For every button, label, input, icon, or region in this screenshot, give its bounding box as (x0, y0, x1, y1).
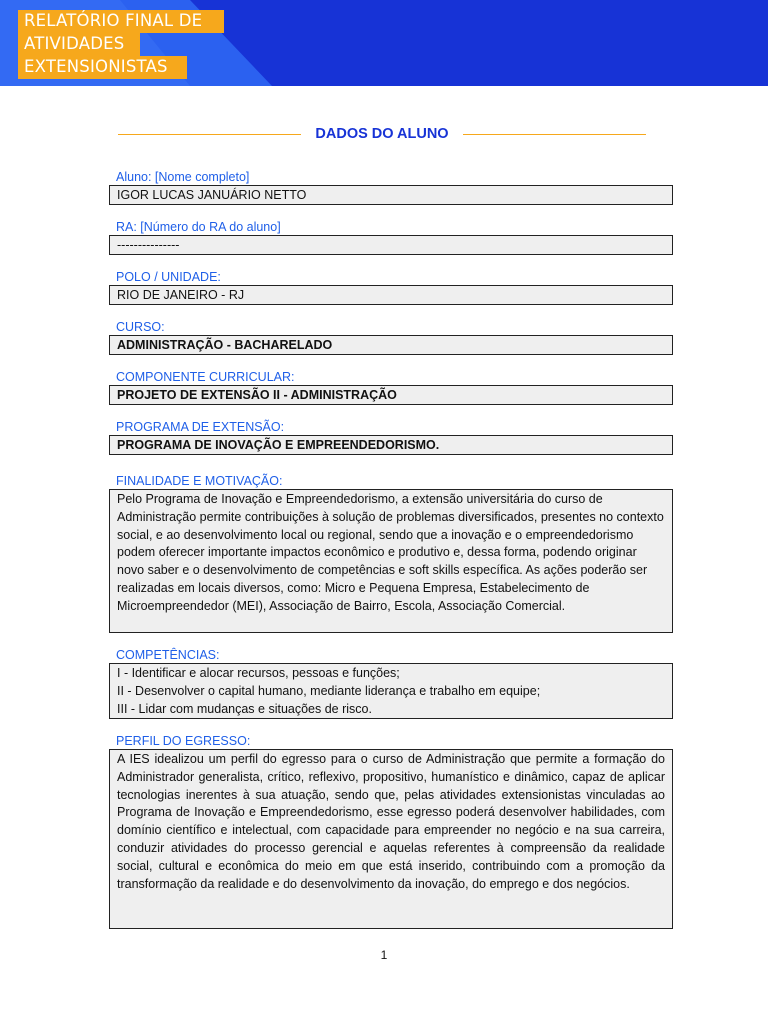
competency-item: III - Lidar com mudanças e situações de risco. (117, 701, 372, 716)
purpose-label: FINALIDADE E MOTIVAÇÃO: (116, 474, 283, 488)
competency-item: II - Desenvolver o capital humano, mediante liderança e trabalho em equipe; (117, 683, 541, 698)
ra-field[interactable]: --------------- (109, 235, 673, 255)
report-title-line-3: EXTENSIONISTAS (18, 56, 187, 79)
student-name-field[interactable]: IGOR LUCAS JANUÁRIO NETTO (109, 185, 673, 205)
report-title-line-1: RELATÓRIO FINAL DE (18, 10, 224, 33)
polo-field[interactable]: RIO DE JANEIRO - RJ (109, 285, 673, 305)
competencies-field[interactable] (109, 663, 673, 719)
heading-rule-right (463, 134, 646, 135)
graduate-profile-field[interactable]: A IES idealizou um perfil do egresso para o curso de Administração que permite a formação do Administrador generalista, crítico, reflexivo, propositivo, humanístico e dinâmico, capaz de aplicar tecnologias inerentes à sua atuação, sendo que, pelas atividades extensionistas vinculadas ao Programa de Inovação e Empreendedorismo, esse egresso poderá desenvolver habilidades, com domínio científico e intelectual, com capacidade para empreender no negócio e na sua carreira, conduzir atividades do processo gerencial e aquelas referentes à compreensão da realidade social, cultural e econômica do meio em que está inserido, contribuindo com a promoção da transformação da realidade e do desenvolvimento da inovação, do emprego e dos negócios. (109, 749, 673, 929)
heading-rule-left (118, 134, 301, 135)
section-heading-text: DADOS DO ALUNO (315, 126, 449, 142)
course-field[interactable]: ADMINISTRAÇÃO - BACHARELADO (109, 335, 673, 355)
polo-label: POLO / UNIDADE: (116, 270, 221, 284)
student-name-label: Aluno: [Nome completo] (116, 170, 250, 184)
course-label: CURSO: (116, 320, 165, 334)
extension-program-label: PROGRAMA DE EXTENSÃO: (116, 420, 285, 434)
curricular-component-field[interactable]: PROJETO DE EXTENSÃO II - ADMINISTRAÇÃO (109, 385, 673, 405)
report-title-line-2: ATIVIDADES (18, 33, 140, 56)
extension-program-field[interactable]: PROGRAMA DE INOVAÇÃO E EMPREENDEDORISMO. (109, 435, 673, 455)
page-number: 1 (380, 948, 388, 962)
header-banner (0, 0, 768, 86)
section-heading (118, 124, 646, 144)
purpose-field[interactable]: Pelo Programa de Inovação e Empreendedorismo, a extensão universitária do curso de Administração permite contribuições à solução de problemas diversificados, presentes no contexto social, e ao desenvolvimento local ou regional, sendo que a inovação e o empreendedorismo podem oferecer importante impactos econômico e produtivo e, dessa forma, podendo originar novo saber e o desenvolvimento de competências e soft skills específica. As ações poderão ser realizadas em locais diversos, como: Micro e Pequena Empresa, Estabelecimento de Microempreendedor (MEI), Associação de Bairro, Escola, Associação Comercial. (109, 489, 673, 633)
ra-label: RA: [Número do RA do aluno] (116, 220, 281, 234)
report-title (18, 10, 224, 79)
graduate-profile-label: PERFIL DO EGRESSO: (116, 734, 251, 748)
competency-item: I - Identificar e alocar recursos, pessoas e funções; (117, 666, 400, 680)
competencies-label: COMPETÊNCIAS: (116, 648, 220, 662)
curricular-component-label: COMPONENTE CURRICULAR: (116, 370, 295, 384)
